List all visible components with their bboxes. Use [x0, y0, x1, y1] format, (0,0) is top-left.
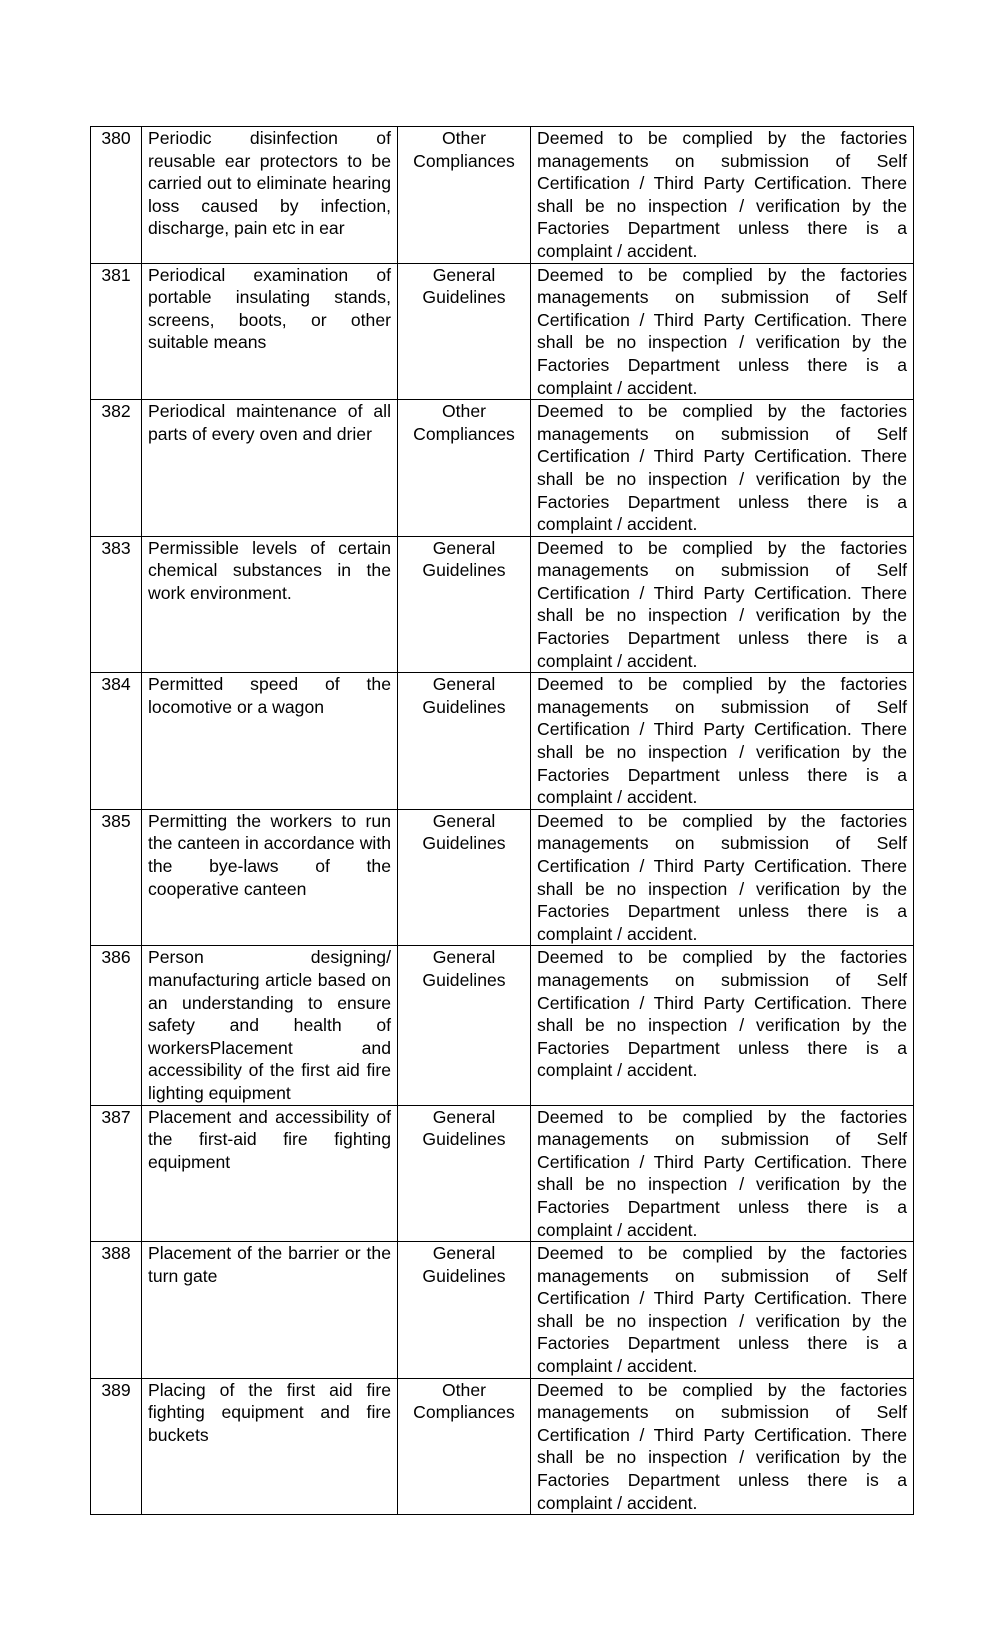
compliance-item: Periodical maintenance of all parts of every oven and drier [142, 400, 398, 537]
table-row [91, 263, 914, 400]
compliance-item: Periodical examination of portable insulating stands, screens, boots, or other suitable means [142, 263, 398, 400]
compliance-item: Placement of the barrier or the turn gate [142, 1242, 398, 1379]
compliance-status: Deemed to be complied by the factories managements on submission of Self Certification / Third Party Certification. There shall be no inspection / verification by the Factories Department unless there is a complaint / accident. [531, 127, 914, 264]
table-row [91, 1378, 914, 1515]
compliance-category: General Guidelines [398, 1242, 531, 1379]
table-row [91, 536, 914, 673]
table-row [91, 127, 914, 264]
row-number: 389 [91, 1378, 142, 1515]
compliance-category: General Guidelines [398, 1105, 531, 1242]
compliance-item: Placement and accessibility of the first-aid fire fighting equipment [142, 1105, 398, 1242]
compliance-item: Permissible levels of certain chemical substances in the work environment. [142, 536, 398, 673]
compliance-category: Other Compliances [398, 400, 531, 537]
compliance-item: Permitting the workers to run the canteen in accordance with the bye-laws of the cooperative canteen [142, 809, 398, 946]
compliance-item: Placing of the first aid fire fighting equipment and fire buckets [142, 1378, 398, 1515]
compliance-status: Deemed to be complied by the factories managements on submission of Self Certification / Third Party Certification. There shall be no inspection / verification by the Factories Department unless there is a complaint / accident. [531, 1105, 914, 1242]
compliance-item: Permitted speed of the locomotive or a wagon [142, 673, 398, 810]
table-row [91, 946, 914, 1105]
compliance-category: Other Compliances [398, 127, 531, 264]
compliance-category: General Guidelines [398, 536, 531, 673]
compliance-status: Deemed to be complied by the factories managements on submission of Self Certification / Third Party Certification. There shall be no inspection / verification by the Factories Department unless there is a complaint / accident. [531, 809, 914, 946]
row-number: 384 [91, 673, 142, 810]
compliance-category: Other Compliances [398, 1378, 531, 1515]
row-number: 387 [91, 1105, 142, 1242]
compliance-item: Person designing/ manufacturing article based on an understanding to ensure safety and health of workersPlacement and accessibility of the first aid fire lighting equipment [142, 946, 398, 1105]
row-number: 388 [91, 1242, 142, 1379]
compliance-category: General Guidelines [398, 263, 531, 400]
row-number: 381 [91, 263, 142, 400]
compliance-status: Deemed to be complied by the factories managements on submission of Self Certification / Third Party Certification. There shall be no inspection / verification by the Factories Department unless there is a complaint / accident. [531, 263, 914, 400]
compliance-status: Deemed to be complied by the factories managements on submission of Self Certification / Third Party Certification. There shall be no inspection / verification by the Factories Department unless there is a complaint / accident. [531, 946, 914, 1105]
table-row [91, 673, 914, 810]
row-number: 380 [91, 127, 142, 264]
compliance-category: General Guidelines [398, 809, 531, 946]
compliance-table [90, 126, 914, 1515]
compliance-status: Deemed to be complied by the factories managements on submission of Self Certification / Third Party Certification. There shall be no inspection / verification by the Factories Department unless there is a complaint / accident. [531, 673, 914, 810]
table-row [91, 400, 914, 537]
table-row [91, 1105, 914, 1242]
row-number: 386 [91, 946, 142, 1105]
compliance-status: Deemed to be complied by the factories managements on submission of Self Certification / Third Party Certification. There shall be no inspection / verification by the Factories Department unless there is a complaint / accident. [531, 1242, 914, 1379]
table-row [91, 809, 914, 946]
compliance-category: General Guidelines [398, 946, 531, 1105]
row-number: 383 [91, 536, 142, 673]
row-number: 385 [91, 809, 142, 946]
table-row [91, 1242, 914, 1379]
compliance-status: Deemed to be complied by the factories managements on submission of Self Certification / Third Party Certification. There shall be no inspection / verification by the Factories Department unless there is a complaint / accident. [531, 1378, 914, 1515]
compliance-category: General Guidelines [398, 673, 531, 810]
compliance-status: Deemed to be complied by the factories managements on submission of Self Certification / Third Party Certification. There shall be no inspection / verification by the Factories Department unless there is a complaint / accident. [531, 536, 914, 673]
compliance-item: Periodic disinfection of reusable ear protectors to be carried out to eliminate hearing loss caused by infection, discharge, pain etc in ear [142, 127, 398, 264]
compliance-status: Deemed to be complied by the factories managements on submission of Self Certification / Third Party Certification. There shall be no inspection / verification by the Factories Department unless there is a complaint / accident. [531, 400, 914, 537]
row-number: 382 [91, 400, 142, 537]
